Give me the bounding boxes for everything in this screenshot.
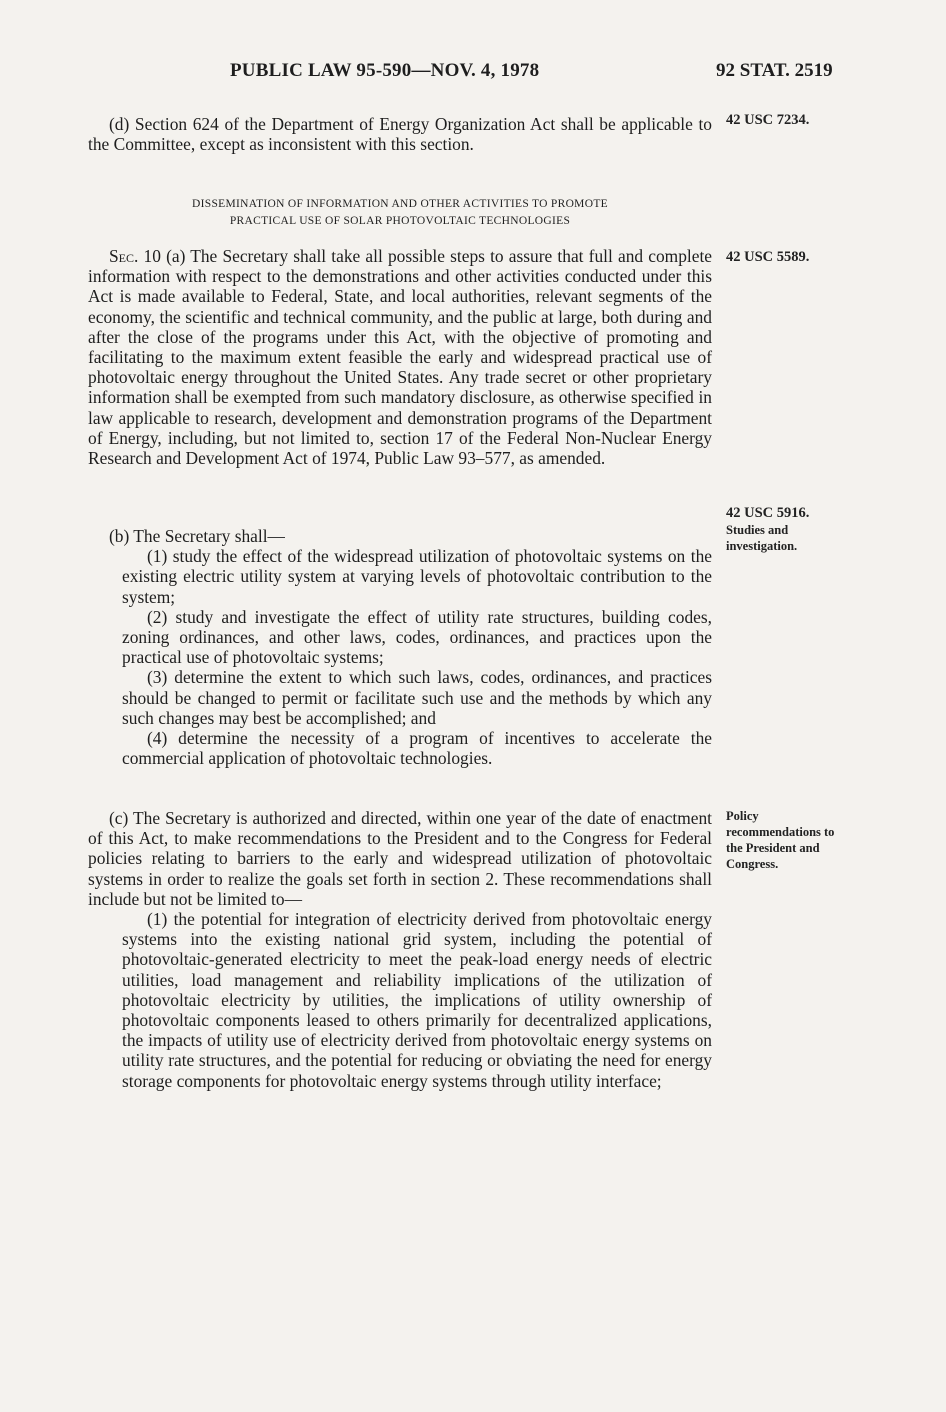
section-10b-intro: (b) The Secretary shall— [109,526,285,546]
margin-label-studies: Studies and investigation. [726,523,798,553]
section-d [88,114,712,154]
margin-citation-5916: 42 USC 5916. [726,505,810,521]
margin-citation-7234: 42 USC 7234. [726,112,810,128]
heading-line-1: DISSEMINATION OF INFORMATION AND OTHER ACTIVITIES TO PROMOTE [192,198,608,210]
heading-line-2: PRACTICAL USE OF SOLAR PHOTOVOLTAIC TECHNOLOGIES [229,215,571,227]
section-10c-text: (c) The Secretary is authorized and directed, within one year of the date of enactment of this Act, to make recommendations to the President and to the Congress for Federal policies relating to barriers to the early and widespread utilization of photovoltaic systems in order to realize the goals set forth in section 2. These recommendations shall include but not be limited to— [88,808,712,909]
section-d-text: (d) Section 624 of the Department of Energy Organization Act shall be applicable to the Committee, except as inconsistent with this section. [88,114,712,155]
section-10b [88,526,712,768]
section-10a [88,246,712,468]
b-item-1: (1) study the effect of the widespread utilization of photovoltaic systems on the existing electric utility system at varying levels of photovoltaic contribution to the system; [122,546,712,607]
section-heading [88,196,712,230]
stat-page-number: 92 STAT. 2519 [716,60,833,81]
margin-note-studies [726,504,866,554]
sec-label: Sec. [109,246,139,266]
section-10a-body: 10 (a) The Secretary shall take all possible steps to assure that full and complete information with respect to the demonstrations and other activities conducted under this Act is made available to Federal, State, and local authorities, relevant segments of the economy, the scientific and technical community, and the public at large, both during and after the close of the programs under this Act, with the objective of promoting and facilitating to the maximum extent feasible the early and widespread practical use of photovoltaic energy throughout the United States. Any trade secret or other proprietary information shall be exempted from such mandatory disclosure, as otherwise specified in law applicable to research, development and demonstration programs of the Department of Energy, including, but not limited to, section 17 of the Federal Non-Nuclear Energy Research and Development Act of 1974, Public Law 93–577, as amended. [88,246,712,469]
section-10c [88,808,712,1091]
b-item-4: (4) determine the necessity of a program of incentives to accelerate the commercial application of photovoltaic technologies. [122,728,712,769]
b-item-3: (3) determine the extent to which such laws, codes, ordinances, and practices should be changed to permit or facilitate such use and the methods by which any such changes may best be accomplished; and [122,667,712,728]
margin-citation-5589: 42 USC 5589. [726,249,810,265]
running-head: PUBLIC LAW 95-590—NOV. 4, 1978 [230,60,540,81]
margin-note-policy: Policy recommendations to the President and Congress. [726,809,835,871]
section-10a-text [88,246,712,468]
c-item-1: (1) the potential for integration of electricity derived from photovoltaic energy systems into the existing national grid system, including the potential of photovoltaic-generated electricity to meet the peak-load energy needs of electric utilities, load management and reliability implications of the utilization of photovoltaic electricity by utilities, the implications of utility ownership of photovoltaic components leased to others primarily for decentralized applications, the impacts of utility use of electricity derived from photovoltaic energy systems on utility rate structures, and the potential for reducing or obviating the need for energy storage components for photovoltaic energy systems through utility interface; [122,909,712,1091]
b-item-2: (2) study and investigate the effect of utility rate structures, building codes, zoning ordinances, and other laws, codes, ordinances, and practices upon the practical use of photovoltaic systems; [122,606,712,668]
